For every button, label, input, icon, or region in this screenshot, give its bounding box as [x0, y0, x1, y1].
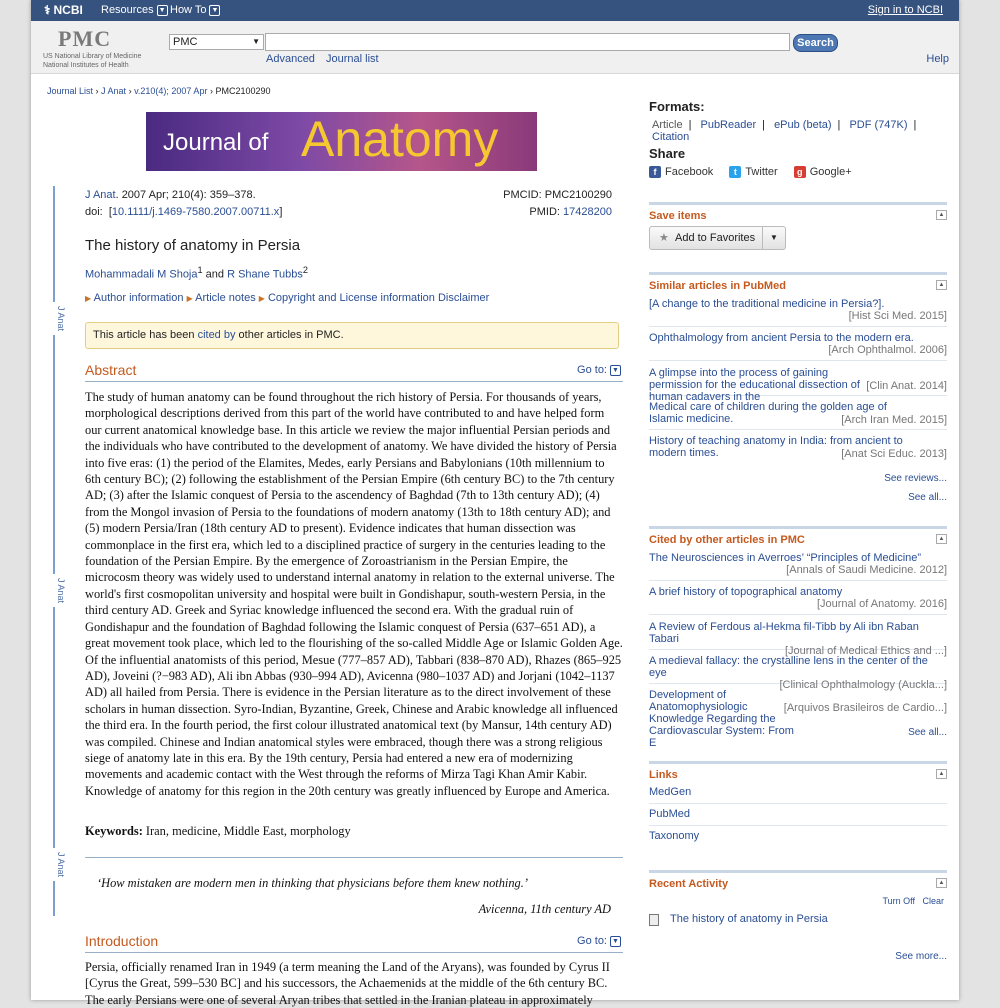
authors: Mohammadali M Shoja$^1$ and R Shane Tubbs$^2$: [85, 265, 309, 281]
format-epub[interactable]: ePub (beta): [774, 119, 832, 131]
see-all-similar-link[interactable]: See all...: [908, 492, 947, 503]
collapse-icon[interactable]: ▲: [936, 210, 947, 220]
link-item-taxonomy[interactable]: Taxonomy: [649, 830, 700, 842]
cited-article-item[interactable]: A Review of Ferdous al-Hekma fil-Tibb by Ali ibn Raban Tabari [Journal of Medical Ethics and ...]: [649, 621, 947, 657]
similar-article-item[interactable]: Medical care of children during the golden age of Islamic medicine. [Arch Iran Med. 2015]: [649, 401, 947, 430]
clear-link[interactable]: Clear: [922, 896, 944, 906]
copyright-toggle[interactable]: Copyright and License information: [267, 292, 435, 304]
journal-sidebar-line: [53, 186, 55, 916]
article-title: The history of anatomy in Persia: [85, 237, 301, 254]
help-link[interactable]: Help: [926, 53, 949, 65]
ncbi-topbar: [31, 0, 959, 21]
similar-article-item[interactable]: History of teaching anatomy in India: from ancient to modern times. [Anat Sci Educ. 2013]: [649, 435, 947, 460]
recent-activity-item[interactable]: The history of anatomy in Persia: [649, 913, 947, 928]
introduction-text: Persia, officially renamed Iran in 1949 (a term meaning the Land of the Aryans), was founded by Cyrus II [Cyrus the Great, 599–530 BC] and his successors, the Achaemenids at the middle of the 6th century BC. The early Persians were one of several Aryan tribes that settled in the Iranian plateau in approximately: [85, 960, 610, 1007]
author-info-toggle[interactable]: Author information: [93, 292, 184, 304]
epigraph-quote: ‘How mistaken are modern men in thinking that physicians before them knew nothing.’: [97, 876, 528, 890]
share-links: [649, 166, 852, 178]
abstract-text: The study of human anatomy can be found throughout the rich history of Persia. For thousands of years, morphological descriptions derived from this part of the world have contributed to and have helped form our current anatomical knowledge base. In this article we review the major influential Persian periods and the individuals who have contributed to the development of anatomy. We have divided the history of Persia into five eras: (1) the period of the Elamites, Medes, early Persians and Babylonians (10th millennium to 6th century BC); (2) following the establishment of the Persian Empire (6th century BC) to the 7th century AD; (3) after the Islamic conquest of Persia to the ascendency of Baghdad (7th to 13th century AD); (4) from the Mongol invasion of Persia to the foundations of modern anatomy (13th to 18th century AD); and (5) modern Persia/Iran (18th century AD to present). Evidence indicates that human dissection was commonplace in the first era, which led to a disciplined practice of surgery in the centuries leading to the foundation of the Persian Empire. By the emergence of Zoroastrianism in the Persian Empire, the microcosm theory was widely used to understand internal anatomy in relation to the external universe. The world's first cosmopolitan university and hospital were built in Gondishapur, south-western Persia, in the third century AD. Greek and Syriac knowledge influenced the second era. With the gradual ruin of Gondishapur and the foundation of Baghdad following the Islamic conquest of Persia (637–651 AD), a great movement took place, which led to the flourishing of the so-called Middle Age or Islamic Golden Age. Of the influential anatomists of this period, Mesue (777–857 AD), Tabbari (838–870 AD), Rhazes (865–925 AD), Joveini (?−983 AD), Ali ibn Abbas (930–994 AD), Avicenna (980–1037 AD) and Jorjani (1042–1137 AD) all hailed from Persia. There is evidence in the Persian literature as to the direct involvement of these scholars in human dissection. Syro-Indian, Byzantine, Greek, Chinese and Arabic knowledge all influenced the third era. In the fourth period, the first colour illustrated anatomical text (by Mansur, 14th century AD) was compiled. Chinese and Indian anatomical styles were embraced, though there was a strong religious siege of anatomy late in this era. By the 19th century, Persia had entered a new era of modernizing movements and academic contact with the West through the reforms of Mirza Tagi Khan Amir Kabir. Knowledge of anatomy for this region in the 20th century was greatly influenced by Europe and America.: [85, 390, 623, 798]
turn-off-link[interactable]: Turn Off: [882, 896, 915, 906]
sidebar-journal-label[interactable]: J Anat: [42, 848, 66, 881]
howto-menu[interactable]: How To ▼: [170, 4, 220, 16]
divider: [85, 857, 623, 858]
see-more-link[interactable]: See more...: [895, 951, 947, 962]
favorites-dropdown[interactable]: ▼: [762, 227, 785, 249]
similar-articles-portlet: Similar articles in PubMed ▲: [649, 272, 947, 294]
journal-link[interactable]: J Anat: [85, 189, 116, 201]
pmid-link[interactable]: 17428200: [563, 206, 612, 218]
dropdown-arrow-icon: ▼: [252, 37, 260, 46]
chevron-down-icon: ▼: [209, 5, 220, 16]
save-items-portlet: Save items ▲: [649, 202, 947, 224]
doi-link[interactable]: 10.1111/j.1469-7580.2007.00711.x: [111, 206, 280, 218]
author-link[interactable]: R Shane Tubbs: [227, 268, 303, 281]
cited-article-item[interactable]: Development of Anatomophysiologic Knowledge Regarding the Cardiovascular System: From E [Arquivos Brasileiros de Cardio...]: [649, 689, 947, 749]
see-all-cited-link[interactable]: See all...: [908, 727, 947, 738]
journal-list-link[interactable]: Journal list: [326, 53, 379, 65]
share-facebook[interactable]: Facebook: [665, 166, 714, 178]
article-info-links: [85, 292, 489, 304]
twitter-icon: t: [729, 166, 741, 178]
similar-article-item[interactable]: [A change to the traditional medicine in Persia?]. [Hist Sci Med. 2015]: [649, 298, 947, 327]
chevron-down-icon: ▼: [610, 365, 621, 376]
format-citation[interactable]: Citation: [652, 131, 690, 143]
breadcrumb-journal-list[interactable]: Journal List: [47, 86, 94, 96]
disclaimer-link[interactable]: Disclaimer: [437, 292, 490, 304]
similar-article-item[interactable]: Ophthalmology from ancient Persia to the modern era. [Arch Ophthalmol. 2006]: [649, 332, 947, 361]
cited-article-item[interactable]: The Neurosciences in Averroes’ “Principles of Medicine” [Annals of Saudi Medicine. 2012]: [649, 552, 947, 581]
journal-banner[interactable]: Journal of Anatomy: [146, 112, 537, 171]
share-googleplus[interactable]: Google+: [809, 166, 852, 178]
cited-article-item[interactable]: A medieval fallacy: the crystalline lens in the center of the eye [Clinical Ophthalmology (Auckla...]: [649, 655, 947, 691]
sign-in-link[interactable]: Sign in to NCBI: [867, 4, 943, 16]
breadcrumb-issue[interactable]: v.210(4); 2007 Apr: [134, 86, 208, 96]
breadcrumb-journal[interactable]: J Anat: [101, 86, 127, 96]
share-heading: Share: [649, 146, 686, 161]
cited-by-link[interactable]: cited by: [197, 329, 236, 341]
database-select[interactable]: PMC ▼: [169, 34, 264, 50]
collapse-icon[interactable]: ▲: [936, 534, 947, 544]
document-icon: [649, 914, 659, 926]
epigraph-author: Avicenna, 11th century AD: [478, 902, 611, 916]
abstract-heading: Abstract Go to: ▼: [85, 362, 623, 382]
formats-heading: Formats:: [649, 99, 705, 114]
chevron-down-icon: ▼: [610, 936, 621, 947]
author-link[interactable]: Mohammadali M Shoja: [85, 268, 198, 281]
collapse-icon[interactable]: ▲: [936, 280, 947, 290]
citation: J Anat. 2007 Apr; 210(4): 359–378. doi: [10.1111/j.1469-7580.2007.00711.x]: [85, 189, 283, 218]
article-ids: PMCID: PMC2100290 PMID: 17428200: [503, 189, 612, 218]
goto-menu[interactable]: Go to: ▼: [577, 935, 621, 947]
resources-menu[interactable]: Resources ▼: [101, 4, 168, 16]
search-input[interactable]: [265, 33, 790, 51]
pmc-logo[interactable]: PMC US National Library of Medicine National Institutes of Health: [43, 26, 142, 69]
recent-activity-portlet: Recent Activity ▲: [649, 870, 947, 892]
similar-article-item[interactable]: A glimpse into the process of gaining permission for the educational dissection of human cadavers in the [Clin Anat. 2014]: [649, 367, 947, 403]
triangle-right-icon: ▶: [85, 294, 92, 303]
introduction-heading: Introduction Go to: ▼: [85, 933, 623, 953]
link-item-pubmed[interactable]: PubMed: [649, 808, 947, 826]
formats-list: Article | PubReader | ePub (beta) | PDF (747K) | Citation: [652, 119, 917, 143]
share-twitter[interactable]: Twitter: [745, 166, 778, 178]
pmcid: PMCID: PMC2100290: [503, 189, 612, 201]
facebook-icon: f: [649, 166, 661, 178]
chevron-down-icon: ▼: [157, 5, 168, 16]
advanced-link[interactable]: Advanced: [266, 53, 315, 65]
triangle-right-icon: ▶: [186, 294, 193, 303]
breadcrumb: Journal List › J Anat › v.210(4); 2007 Apr › PMC2100290: [47, 86, 271, 96]
google-plus-icon: g: [794, 166, 806, 178]
add-to-favorites-button[interactable]: ★ Add to Favorites ▼: [649, 226, 786, 250]
cited-by-portlet: Cited by other articles in PMC ▲: [649, 526, 947, 548]
cited-by-notice: This article has been cited by other articles in PMC.: [85, 322, 619, 349]
search-header: [31, 21, 959, 74]
see-reviews-link[interactable]: See reviews...: [884, 473, 947, 484]
goto-menu[interactable]: Go to: ▼: [577, 364, 621, 376]
ncbi-logo[interactable]: ⚕ NCBI: [44, 3, 83, 17]
collapse-icon[interactable]: ▲: [936, 878, 947, 888]
keywords: Keywords: Iran, medicine, Middle East, morphology: [85, 824, 351, 838]
links-portlet: Links ▲: [649, 761, 947, 783]
sidebar-journal-label[interactable]: J Anat: [42, 574, 66, 607]
format-pdf[interactable]: PDF (747K): [849, 119, 908, 131]
sidebar-journal-label[interactable]: J Anat: [42, 302, 66, 335]
format-pubreader[interactable]: PubReader: [700, 119, 757, 131]
search-button[interactable]: Search: [793, 34, 838, 52]
star-icon: ★: [659, 232, 669, 244]
collapse-icon[interactable]: ▲: [936, 769, 947, 779]
breadcrumb-current: PMC2100290: [215, 86, 271, 96]
article-notes-toggle[interactable]: Article notes: [195, 292, 256, 304]
format-article: Article: [652, 119, 683, 131]
link-item-medgen[interactable]: MedGen: [649, 786, 947, 804]
cited-article-item[interactable]: A brief history of topographical anatomy [Journal of Anatomy. 2016]: [649, 586, 947, 615]
page: [31, 0, 959, 1007]
triangle-right-icon: ▶: [258, 294, 265, 303]
ncbi-helix-icon: ⚕: [44, 3, 51, 17]
